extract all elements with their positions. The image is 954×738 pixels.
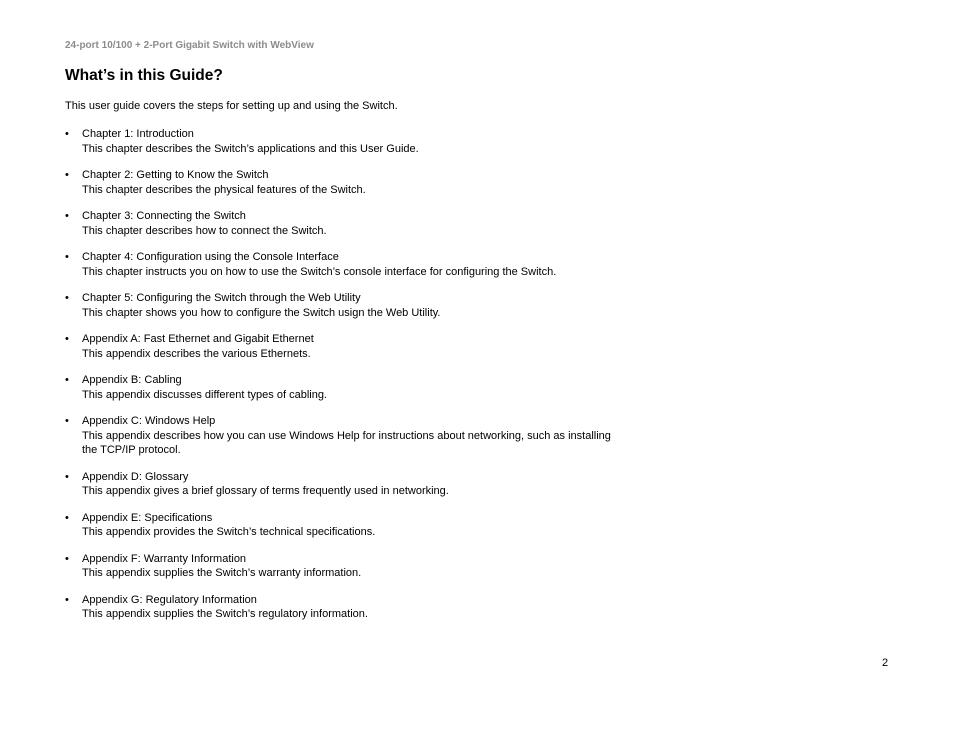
list-item-appendix-c (65, 414, 625, 458)
item-description: This chapter describes the physical features of the Switch. (82, 183, 366, 196)
bullet-icon: • (65, 210, 69, 222)
item-title: Appendix A: Fast Ethernet and Gigabit Ethernet (82, 333, 314, 345)
item-title: Chapter 3: Connecting the Switch (82, 210, 246, 222)
list-item-chapter-3 (65, 209, 625, 238)
list-item-chapter-1 (65, 127, 625, 156)
bullet-icon: • (65, 470, 69, 483)
item-title: Appendix B: Cabling (82, 374, 182, 386)
item-description: This appendix supplies the Switch’s warranty information. (82, 567, 362, 579)
bullet-icon: • (65, 511, 69, 524)
item-description: This chapter instructs you on how to use the Switch’s console interface for configuring the Switch. (82, 265, 557, 278)
bullet-icon: • (65, 374, 69, 386)
item-title: Appendix G: Regulatory Information (82, 593, 257, 606)
intro-paragraph: This user guide covers the steps for setting up and using the Switch. (65, 100, 398, 112)
item-description: This appendix provides the Switch’s technical specifications. (82, 526, 376, 538)
page-number: 2 (882, 657, 889, 669)
item-description: This appendix describes how you can use Windows Help for instructions about networking, such as installing the TCP/IP protocol. (82, 429, 611, 456)
list-item-appendix-d (65, 470, 625, 499)
list-item-appendix-f (65, 552, 625, 581)
list-item-chapter-2 (65, 168, 625, 197)
list-item-appendix-g (65, 593, 625, 622)
item-description: This appendix gives a brief glossary of terms frequently used in networking. (82, 485, 449, 497)
item-title: Chapter 4: Configuration using the Console Interface (82, 251, 339, 263)
item-title: Chapter 5: Configuring the Switch through the Web Utility (82, 292, 361, 304)
item-title: Chapter 1: Introduction (82, 128, 194, 140)
list-item-appendix-e (65, 511, 625, 540)
list-item-appendix-a (65, 332, 625, 361)
item-description: This chapter shows you how to configure the Switch usign the Web Utility. (82, 306, 441, 319)
list-item-chapter-5 (65, 291, 625, 320)
item-description: This appendix discusses different types of cabling. (82, 388, 327, 401)
item-description: This chapter describes how to connect the Switch. (82, 224, 327, 237)
list-item-chapter-4 (65, 250, 625, 279)
item-description: This appendix describes the various Ethernets. (82, 347, 311, 360)
item-description: This appendix supplies the Switch’s regulatory information. (82, 608, 368, 620)
bullet-icon: • (65, 169, 69, 181)
item-title: Appendix C: Windows Help (82, 415, 216, 427)
bullet-icon: • (65, 415, 69, 427)
bullet-icon: • (65, 251, 69, 263)
bullet-icon: • (65, 128, 69, 140)
bullet-icon: • (65, 593, 69, 606)
item-title: Appendix E: Specifications (82, 511, 213, 524)
bullet-icon: • (65, 333, 69, 345)
list-item-appendix-b (65, 373, 625, 402)
bullet-icon: • (65, 292, 69, 304)
guide-contents-list (65, 127, 625, 634)
item-title: Appendix D: Glossary (82, 470, 189, 483)
bullet-icon: • (65, 552, 69, 565)
item-title: Appendix F: Warranty Information (82, 552, 247, 565)
item-title: Chapter 2: Getting to Know the Switch (82, 169, 269, 181)
item-description: This chapter describes the Switch’s applications and this User Guide. (82, 142, 419, 155)
running-header: 24-port 10/100 + 2-Port Gigabit Switch with WebView (65, 40, 314, 51)
page-title: What’s in this Guide? (65, 67, 223, 84)
